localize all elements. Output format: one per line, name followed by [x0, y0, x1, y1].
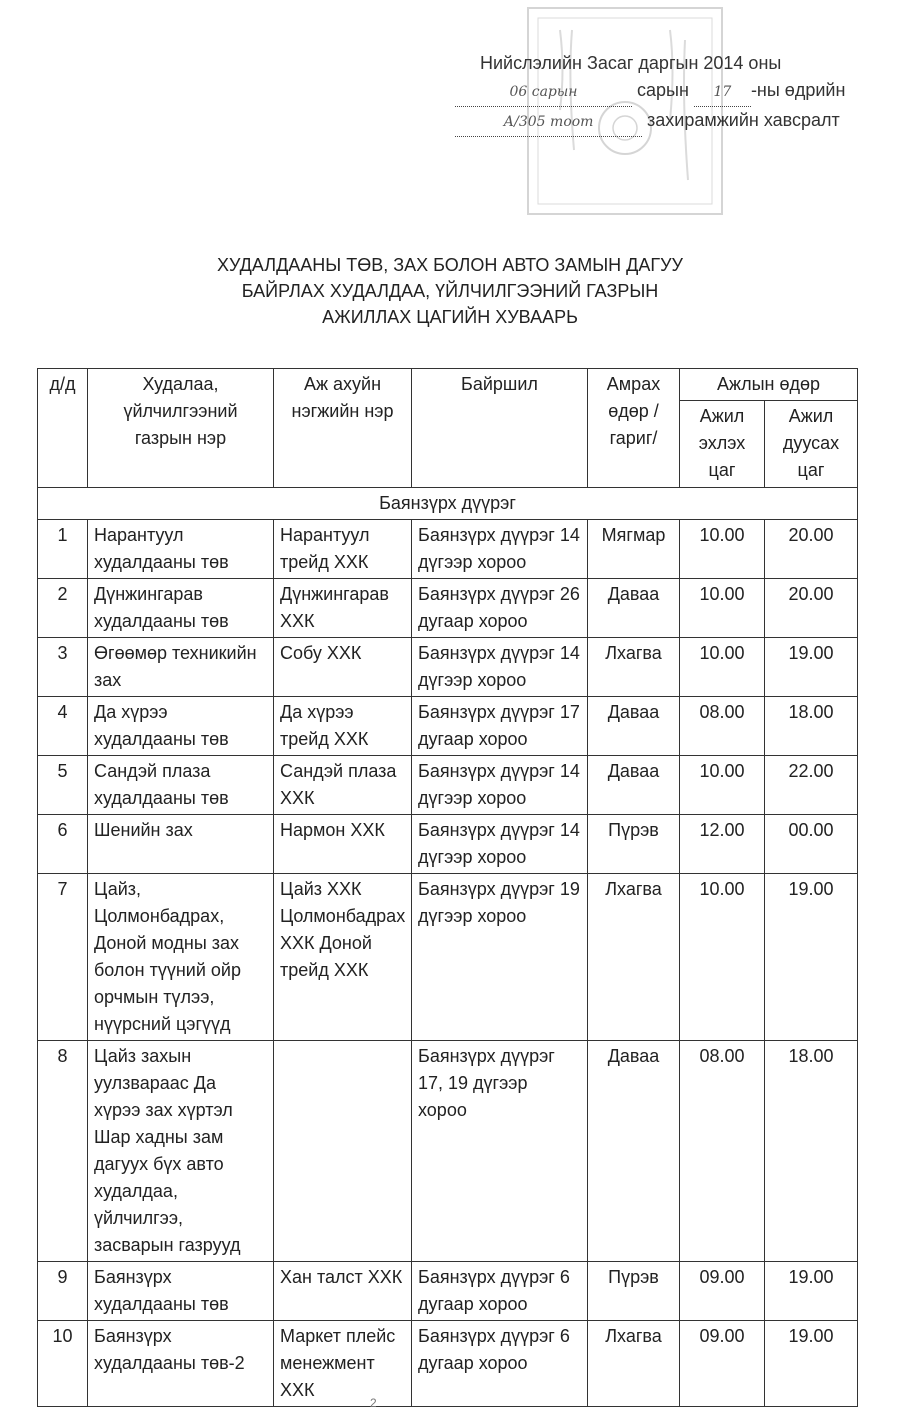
- appendix-label: захирамжийн хавсралт: [647, 110, 840, 130]
- cell-num: 6: [38, 815, 88, 874]
- cell-end-time: 19.00: [765, 1321, 858, 1407]
- cell-num: 7: [38, 874, 88, 1041]
- col-header-rest-day: Амрах өдөр /гариг/: [588, 369, 680, 488]
- cell-location: Баянзүрх дүүрэг 17 дугаар хороо: [412, 697, 588, 756]
- month-label: сарын: [637, 80, 689, 100]
- district-row: [38, 488, 858, 520]
- cell-end-time: 19.00: [765, 638, 858, 697]
- cell-location: Баянзүрх дүүрэг 26 дугаар хороо: [412, 579, 588, 638]
- table-row: [38, 697, 858, 756]
- cell-rest-day: Даваа: [588, 697, 680, 756]
- cell-num: 5: [38, 756, 88, 815]
- col-header-end: Ажил дуусах цаг: [765, 401, 858, 488]
- col-header-work-day: Ажлын өдөр: [680, 369, 858, 401]
- day-label: -ны өдрийн: [750, 80, 846, 100]
- cell-start-time: 09.00: [680, 1321, 765, 1407]
- cell-location: Баянзүрх дүүрэг 19 дүгээр хороо: [412, 874, 588, 1041]
- handwritten-order-number: А/305 тоот: [455, 109, 642, 137]
- cell-location: Баянзүрх дүүрэг 14 дүгээр хороо: [412, 815, 588, 874]
- cell-name: Нарантуул худалдааны төв: [88, 520, 274, 579]
- title-line-3: АЖИЛЛАХ ЦАГИЙН ХУВААРЬ: [322, 307, 578, 327]
- appendix-note: [455, 50, 855, 137]
- schedule-table: [37, 368, 858, 1407]
- cell-location: Баянзүрх дүүрэг 14 дүгээр хороо: [412, 638, 588, 697]
- cell-start-time: 08.00: [680, 697, 765, 756]
- cell-start-time: 12.00: [680, 815, 765, 874]
- cell-end-time: 20.00: [765, 520, 858, 579]
- table-row: [38, 756, 858, 815]
- table-row: [38, 874, 858, 1041]
- cell-rest-day: Пүрэв: [588, 1262, 680, 1321]
- cell-entity: Сандэй плаза ХХК: [274, 756, 412, 815]
- cell-num: 10: [38, 1321, 88, 1407]
- appendix-line-3: [455, 107, 855, 137]
- cell-rest-day: Мягмар: [588, 520, 680, 579]
- cell-start-time: 10.00: [680, 520, 765, 579]
- cell-location: Баянзүрх дүүрэг 17, 19 дүгээр хороо: [412, 1041, 588, 1262]
- cell-end-time: 18.00: [765, 697, 858, 756]
- handwritten-day: 17: [694, 79, 751, 107]
- cell-num: 3: [38, 638, 88, 697]
- cell-rest-day: Лхагва: [588, 874, 680, 1041]
- cell-rest-day: Пүрэв: [588, 815, 680, 874]
- cell-end-time: 20.00: [765, 579, 858, 638]
- cell-location: Баянзүрх дүүрэг 14 дүгээр хороо: [412, 756, 588, 815]
- cell-entity: Нарантуул трейд ХХК: [274, 520, 412, 579]
- table-row: [38, 815, 858, 874]
- cell-num: 8: [38, 1041, 88, 1262]
- cell-rest-day: Даваа: [588, 756, 680, 815]
- cell-end-time: 18.00: [765, 1041, 858, 1262]
- table-row: [38, 1321, 858, 1407]
- cell-location: Баянзүрх дүүрэг 6 дугаар хороо: [412, 1321, 588, 1407]
- cell-end-time: 22.00: [765, 756, 858, 815]
- table-row: [38, 1041, 858, 1262]
- cell-entity: Цайз ХХК Цолмонбадрах ХХК Доной трейд ХХК: [274, 874, 412, 1041]
- cell-entity: Собу ХХК: [274, 638, 412, 697]
- document-title: [90, 252, 810, 330]
- district-name: Баянзүрх дүүрэг: [38, 488, 858, 520]
- cell-rest-day: Даваа: [588, 579, 680, 638]
- cell-location: Баянзүрх дүүрэг 14 дүгээр хороо: [412, 520, 588, 579]
- cell-num: 2: [38, 579, 88, 638]
- col-header-num: д/д: [38, 369, 88, 488]
- cell-rest-day: Лхагва: [588, 638, 680, 697]
- cell-rest-day: Лхагва: [588, 1321, 680, 1407]
- cell-name: Цайз захын уулзвараас Да хүрээ зах хүртэл Шар хадны зам дагуух бүх авто худалдаа, үйлчилгээ, засварын газрууд: [88, 1041, 274, 1262]
- cell-entity: Да хүрээ трейд ХХК: [274, 697, 412, 756]
- cell-start-time: 09.00: [680, 1262, 765, 1321]
- col-header-start: Ажил эхлэх цаг: [680, 401, 765, 488]
- table-row: [38, 638, 858, 697]
- cell-name: Сандэй плаза худалдааны төв: [88, 756, 274, 815]
- cell-location: Баянзүрх дүүрэг 6 дугаар хороо: [412, 1262, 588, 1321]
- cell-name: Да хүрээ худалдааны төв: [88, 697, 274, 756]
- header-row: [38, 369, 858, 401]
- cell-entity: [274, 1041, 412, 1262]
- appendix-line-1: Нийслэлийн Засаг даргын 2014 оны: [480, 53, 782, 73]
- cell-name: Цайз, Цолмонбадрах, Доной модны зах болон түүний ойр орчмын түлээ, нүүрсний цэгүүд: [88, 874, 274, 1041]
- cell-num: 9: [38, 1262, 88, 1321]
- title-line-1: ХУДАЛДААНЫ ТӨВ, ЗАХ БОЛОН АВТО ЗАМЫН ДАГУУ: [217, 255, 683, 275]
- cell-start-time: 10.00: [680, 638, 765, 697]
- cell-num: 1: [38, 520, 88, 579]
- appendix-line-2: [455, 77, 855, 107]
- cell-name: Шенийн зах: [88, 815, 274, 874]
- cell-start-time: 08.00: [680, 1041, 765, 1262]
- col-header-location: Байршил: [412, 369, 588, 488]
- title-line-2: БАЙРЛАХ ХУДАЛДАА, ҮЙЛЧИЛГЭЭНИЙ ГАЗРЫН: [241, 281, 659, 301]
- cell-end-time: 00.00: [765, 815, 858, 874]
- cell-name: Баянзүрх худалдааны төв-2: [88, 1321, 274, 1407]
- table-row: [38, 579, 858, 638]
- handwritten-month: 06 сарын: [455, 79, 632, 107]
- cell-rest-day: Даваа: [588, 1041, 680, 1262]
- cell-start-time: 10.00: [680, 579, 765, 638]
- col-header-name: Худалаа, үйлчилгээний газрын нэр: [88, 369, 274, 488]
- cell-start-time: 10.00: [680, 874, 765, 1041]
- page-number: 2: [370, 1396, 377, 1410]
- cell-end-time: 19.00: [765, 874, 858, 1041]
- cell-name: Дүнжингарав худалдааны төв: [88, 579, 274, 638]
- cell-entity: Нармон ХХК: [274, 815, 412, 874]
- cell-name: Баянзүрх худалдааны төв: [88, 1262, 274, 1321]
- cell-name: Өгөөмөр техникийн зах: [88, 638, 274, 697]
- cell-entity: Маркет плейс менежмент ХХК: [274, 1321, 412, 1407]
- table-row: [38, 520, 858, 579]
- table-row: [38, 1262, 858, 1321]
- cell-entity: Дүнжингарав ХХК: [274, 579, 412, 638]
- cell-start-time: 10.00: [680, 756, 765, 815]
- cell-end-time: 19.00: [765, 1262, 858, 1321]
- cell-entity: Хан талст ХХК: [274, 1262, 412, 1321]
- cell-num: 4: [38, 697, 88, 756]
- col-header-entity: Аж ахуйн нэгжийн нэр: [274, 369, 412, 488]
